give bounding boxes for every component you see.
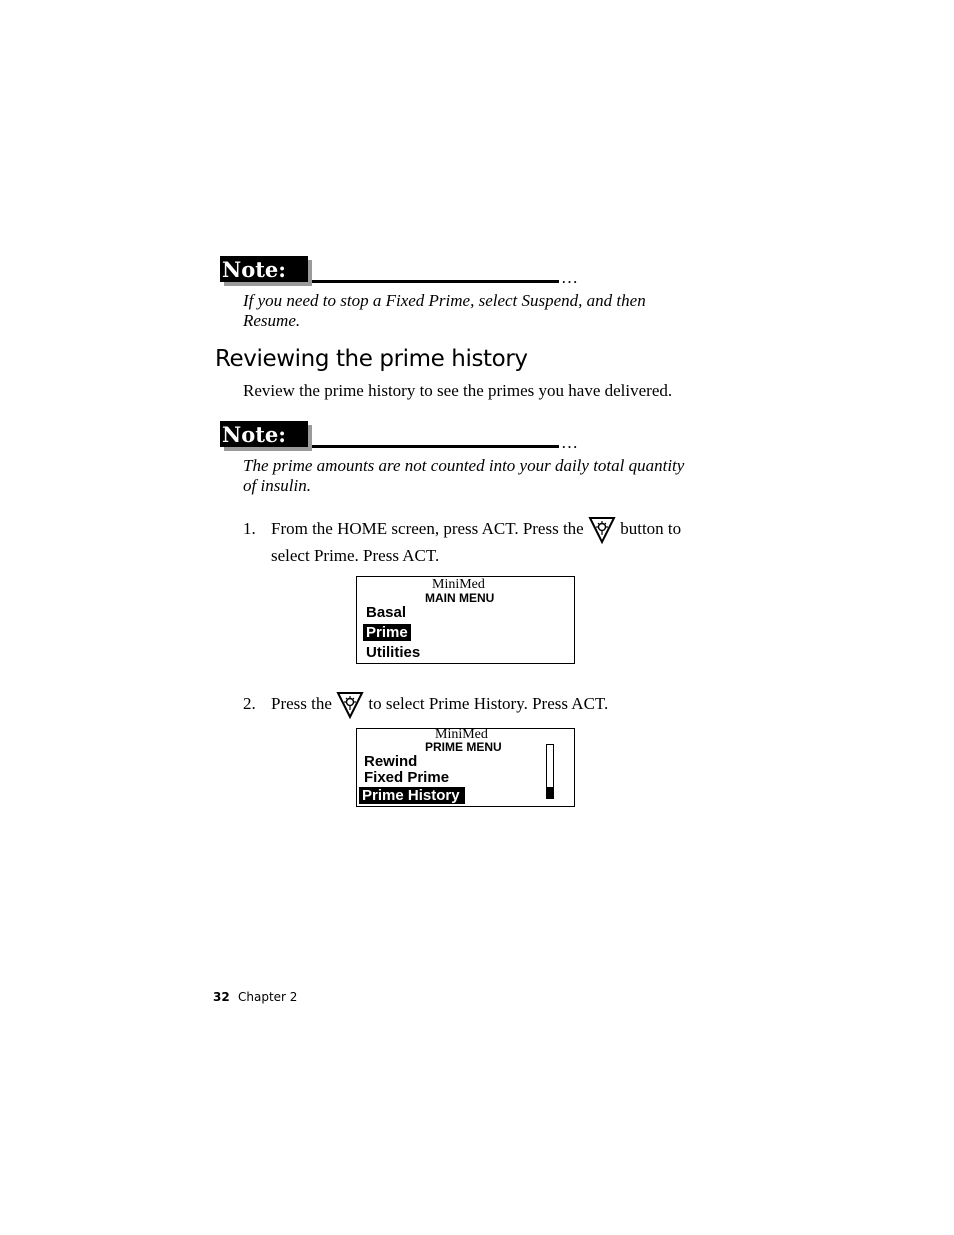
step-2-text: [271, 690, 608, 719]
pump-screen-main-menu: [356, 576, 575, 664]
step-1-number: 1.: [243, 519, 256, 538]
note-text-1-line2: Resume.: [243, 311, 301, 330]
step-2-number: 2.: [243, 694, 256, 713]
menu-item-rewind[interactable]: Rewind: [364, 753, 418, 770]
menu-scrollbar[interactable]: [546, 744, 554, 799]
screen-brand: MiniMed: [432, 577, 485, 592]
step-1-text-line2: select Prime. Press ACT.: [271, 546, 440, 565]
menu-item-basal[interactable]: Basal: [366, 604, 407, 621]
note-rule-1: [312, 280, 559, 283]
menu-item-prime[interactable]: Prime: [363, 624, 411, 641]
screen-title: MAIN MENU: [425, 591, 495, 605]
scrollbar-thumb[interactable]: [547, 787, 553, 798]
menu-item-utilities[interactable]: Utilities: [366, 644, 421, 661]
note-text-1: [243, 291, 646, 331]
note-text-1-line1: If you need to stop a Fixed Prime, select Suspend, and then: [243, 291, 646, 310]
step-2-text-after: to select Prime History. Press ACT.: [368, 694, 609, 713]
note-label-2: [220, 421, 312, 451]
note-label-text: Note:: [220, 256, 308, 282]
menu-item-fixed-prime[interactable]: Fixed Prime: [364, 769, 450, 786]
note-dots-1: …: [561, 268, 579, 287]
chapter-label: Chapter 2: [238, 990, 298, 1004]
note-label-text: Note:: [220, 421, 308, 447]
section-heading: Reviewing the prime history: [215, 346, 528, 372]
note-text-2: [243, 456, 684, 496]
note-dots-2: …: [561, 433, 579, 452]
step-1-text-after: button to: [620, 519, 682, 538]
menu-item-prime-history[interactable]: Prime History: [359, 787, 465, 804]
screen-title: PRIME MENU: [425, 740, 502, 754]
screen-brand: MiniMed: [435, 727, 488, 742]
pump-screen-prime-menu: [356, 728, 575, 807]
step-1-text-before: From the HOME screen, press ACT. Press the: [271, 519, 584, 538]
note-rule-2: [312, 445, 559, 448]
note-label-1: [220, 256, 312, 286]
down-arrow-button-icon: [336, 691, 364, 719]
note-text-2-line1: The prime amounts are not counted into your daily total quantity: [243, 456, 685, 475]
page-number: 32: [213, 990, 230, 1004]
note-text-2-line2: of insulin.: [243, 476, 312, 495]
down-arrow-button-icon: [588, 516, 616, 544]
section-intro: Review the prime history to see the primes you have delivered.: [243, 381, 673, 400]
step-2-text-before: Press the: [271, 694, 332, 713]
step-1-text: [271, 515, 681, 544]
